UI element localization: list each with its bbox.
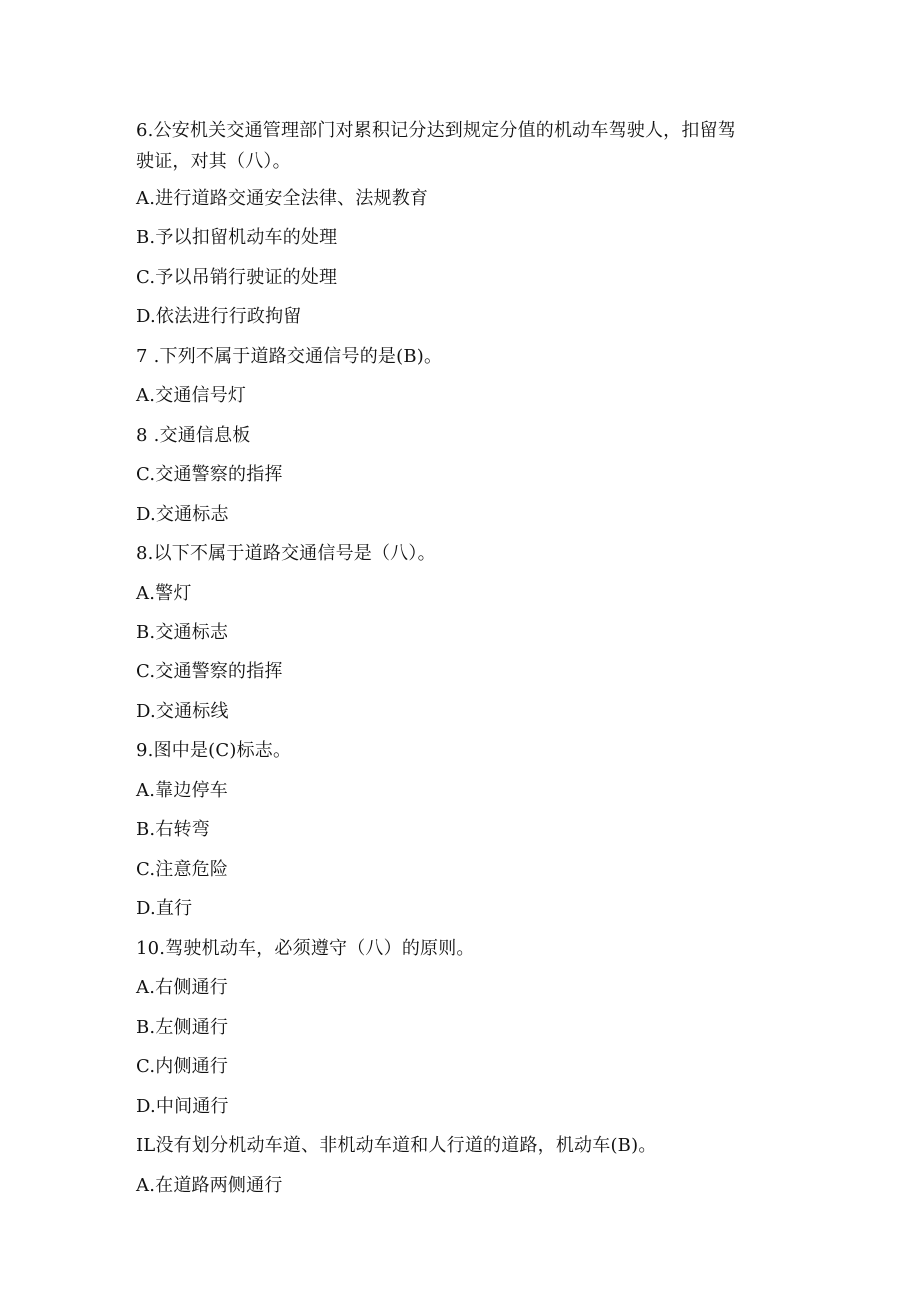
q10-option-d: D.中间通行: [136, 1096, 229, 1117]
q10-option-a: A.右侧通行: [136, 977, 228, 998]
question-11-text: IL没有划分机动车道、非机动车道和人行道的道路，机动车(B)。: [136, 1135, 657, 1156]
q6-option-d: D.依法进行行政拘留: [136, 306, 302, 327]
q7-option-d: D.交通标志: [136, 504, 229, 525]
question-8-text: 8.以下不属于道路交通信号是（八）。: [136, 543, 436, 564]
question-6-text-line-1: 6.公安机关交通管理部门对累积记分达到规定分值的机动车驾驶人，扣留驾: [136, 120, 736, 141]
q9-option-c: C.注意危险: [136, 859, 229, 880]
q6-option-c: C.予以吊销行驶证的处理: [136, 267, 338, 288]
q7-option-b: 8 .交通信息板: [136, 425, 251, 446]
q10-option-c: C.内侧通行: [136, 1056, 229, 1077]
q7-option-c: C.交通警察的指挥: [136, 464, 283, 485]
question-10-text: 10.驾驶机动车，必须遵守（八）的原则。: [136, 938, 475, 959]
q9-option-a: A.靠边停车: [136, 780, 228, 801]
q7-option-a: A.交通信号灯: [136, 385, 247, 406]
q8-option-a: A.警灯: [136, 583, 192, 604]
q6-option-b: B.予以扣留机动车的处理: [136, 227, 338, 248]
question-7-text: 7 .下列不属于道路交通信号的是(B)。: [136, 346, 443, 367]
q10-option-b: B.左侧通行: [136, 1017, 229, 1038]
q8-option-c: C.交通警察的指挥: [136, 661, 283, 682]
q11-option-a: A.在道路两侧通行: [136, 1175, 283, 1196]
q6-option-a: A.进行道路交通安全法律、法规教育: [136, 188, 429, 209]
q9-option-d: D.直行: [136, 898, 193, 919]
q8-option-d: D.交通标线: [136, 701, 229, 722]
question-9-text: 9.图中是(C)标志。: [136, 740, 292, 761]
q9-option-b: B.右转弯: [136, 819, 210, 840]
question-6-text-line-2: 驶证，对其（八）。: [136, 151, 291, 172]
q8-option-b: B.交通标志: [136, 622, 229, 643]
